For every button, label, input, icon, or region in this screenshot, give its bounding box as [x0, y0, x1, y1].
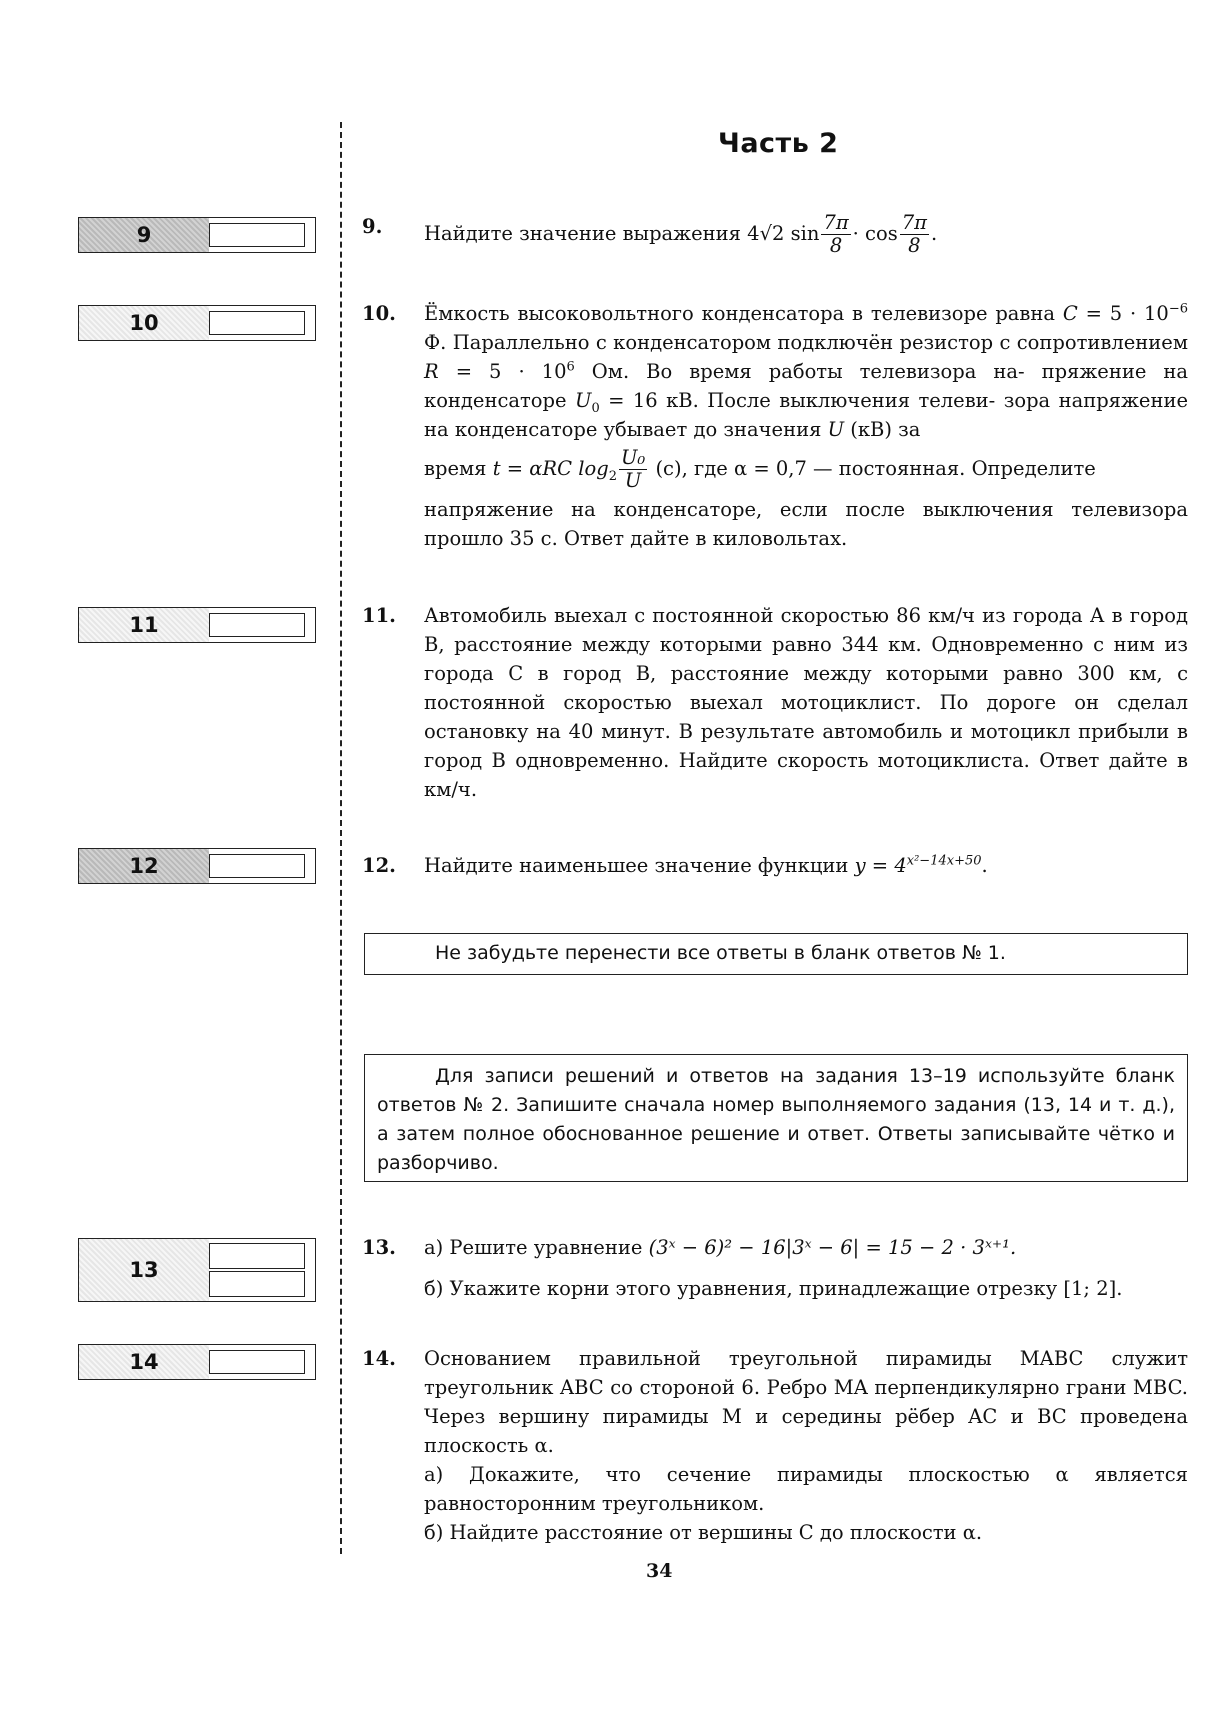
r-exp: 6: [566, 359, 575, 375]
expr-cos: · cos: [852, 222, 898, 245]
answer-box-11: [78, 607, 316, 643]
answer-label-14: 14: [79, 1345, 209, 1379]
question-text: Автомобиль выехал с постоянной скоростью 86 км/ч из города А в город В, расстояние между которыми равно 344 км. Одновременно с ним из города С в город В, расстояние между которыми равно 300 км, с постоянной скоростью выехал мотоциклист. По дороге он сделал остановку на 40 минут. В результате автомобиль и мотоцикл прибыли в город В одновременно. Найдите скорость мотоциклиста. Ответ дайте в км/ч.: [424, 604, 1188, 801]
question-10: [362, 299, 1188, 553]
answer-box-9: [78, 217, 316, 253]
r-value: = 5 · 10: [455, 360, 567, 383]
text-line: (с), где α = 0,7 — постоянная. Определите: [655, 457, 1096, 480]
question-text: Найдите значение выражения: [424, 222, 741, 245]
answer-box-12: [78, 848, 316, 884]
text-line: время: [424, 457, 487, 480]
question-14: [362, 1344, 1188, 1547]
text-line: = 16 кВ. После выключения телеви-: [608, 389, 996, 412]
var-u: U: [827, 418, 845, 441]
question-number: 9.: [362, 215, 383, 238]
equation: (3ˣ − 6)² − 16|3ˣ − 6| = 15 − 2 · 3ˣ⁺¹.: [648, 1236, 1017, 1259]
answer-cell-10[interactable]: [209, 311, 305, 335]
part-b-text: б) Укажите корни этого уравнения, принадлежащие отрезку [1; 2].: [424, 1277, 1123, 1300]
part-a-text: а) Решите уравнение: [424, 1236, 643, 1259]
answer-box-13: [78, 1238, 316, 1302]
denominator: 8: [908, 234, 921, 257]
question-9: [362, 212, 1188, 257]
text-line: напряжение на конденсаторе, если после выключения телевизора прошло 35 с. Ответ дайте в киловольтах.: [424, 498, 1188, 550]
answer-label-9: 9: [79, 218, 209, 252]
text-line: с сопротивлением: [999, 331, 1188, 354]
question-number: 14.: [362, 1347, 396, 1370]
denominator: 8: [829, 234, 843, 257]
c-exp: −6: [1168, 301, 1189, 317]
text-line: пряжение на конденсаторе: [424, 360, 1189, 412]
var-u0: U: [575, 389, 592, 412]
part-a-text: а) Докажите, что сечение пирамиды плоскостью α является равносторонним треугольником.: [424, 1463, 1188, 1515]
question-number: 13.: [362, 1236, 396, 1259]
expr-coef: 4√2 sin: [747, 222, 820, 245]
page-number: 34: [646, 1560, 673, 1582]
u0-sub: 0: [591, 400, 600, 416]
answer-cell-13a[interactable]: [209, 1243, 305, 1269]
function-base: y = 4: [854, 854, 907, 877]
expr-end: .: [981, 854, 988, 877]
numerator: 7π: [901, 211, 927, 234]
answer-label-13: 13: [79, 1239, 209, 1301]
expr-end: .: [930, 222, 938, 245]
question-number: 12.: [362, 854, 396, 877]
var-r: R: [424, 360, 439, 383]
answer-cell-13b[interactable]: [209, 1271, 305, 1297]
numerator: 7π: [823, 211, 849, 234]
fraction: [619, 447, 647, 492]
question-12: [362, 851, 1188, 880]
text-line: Ёмкость высоковольтного конденсатора в телевизоре равна: [424, 302, 1056, 325]
answer-label-12: 12: [79, 849, 209, 883]
question-text: Основанием правильной треугольной пирамиды MABC служит треугольник ABC со стороной 6. Ребро MA перпендикулярно грани MBC. Через вершину пирамиды M и середины рёбер AC и BC проведена плоскость α.: [424, 1347, 1188, 1457]
answer-box-14: [78, 1344, 316, 1380]
log-base: 2: [608, 468, 617, 484]
text-line: зора напряжение на конденсаторе убывает до значения: [424, 389, 1188, 441]
answer-label-10: 10: [79, 306, 209, 340]
c-value: = 5 · 10: [1085, 302, 1169, 325]
answer-cell-11[interactable]: [209, 613, 305, 637]
answer-cell-12[interactable]: [209, 854, 305, 878]
answer-box-10: [78, 305, 316, 341]
answer-label-11: 11: [79, 608, 209, 642]
formula: t = αRC log: [492, 457, 609, 480]
fraction: [900, 212, 929, 257]
part-title: Часть 2: [718, 128, 839, 159]
question-number: 10.: [362, 302, 396, 325]
answer-cell-14[interactable]: [209, 1350, 305, 1374]
cut-line: [340, 122, 342, 1554]
question-text: Найдите наименьшее значение функции: [424, 854, 849, 877]
text-line: Ф. Параллельно с конденсатором подключён резистор: [424, 331, 994, 354]
text-line: (кВ) за: [850, 418, 921, 441]
part-b-text: б) Найдите расстояние от вершины C до плоскости α.: [424, 1521, 983, 1544]
question-11: [362, 601, 1188, 804]
question-13: [362, 1233, 1188, 1303]
denominator: U: [624, 469, 642, 492]
question-number: 11.: [362, 604, 396, 627]
answer-cell-9[interactable]: [209, 223, 305, 247]
var-c: C: [1062, 302, 1078, 325]
fraction: [821, 212, 850, 257]
text-line: Ом. Во время работы телевизора на-: [591, 360, 1025, 383]
function-exp: x²−14x+50: [906, 853, 982, 869]
numerator: U₀: [620, 446, 646, 469]
instruction-note: Для записи решений и ответов на задания 13–19 используйте бланк ответов № 2. Запишите сначала номер выполняемого задания (13, 14 и т. д.), а затем полное обоснованное решение и ответ. Ответы записывайте чётко и разборчиво.: [364, 1054, 1188, 1182]
reminder-note: Не забудьте перенести все ответы в бланк ответов № 1.: [364, 933, 1188, 975]
